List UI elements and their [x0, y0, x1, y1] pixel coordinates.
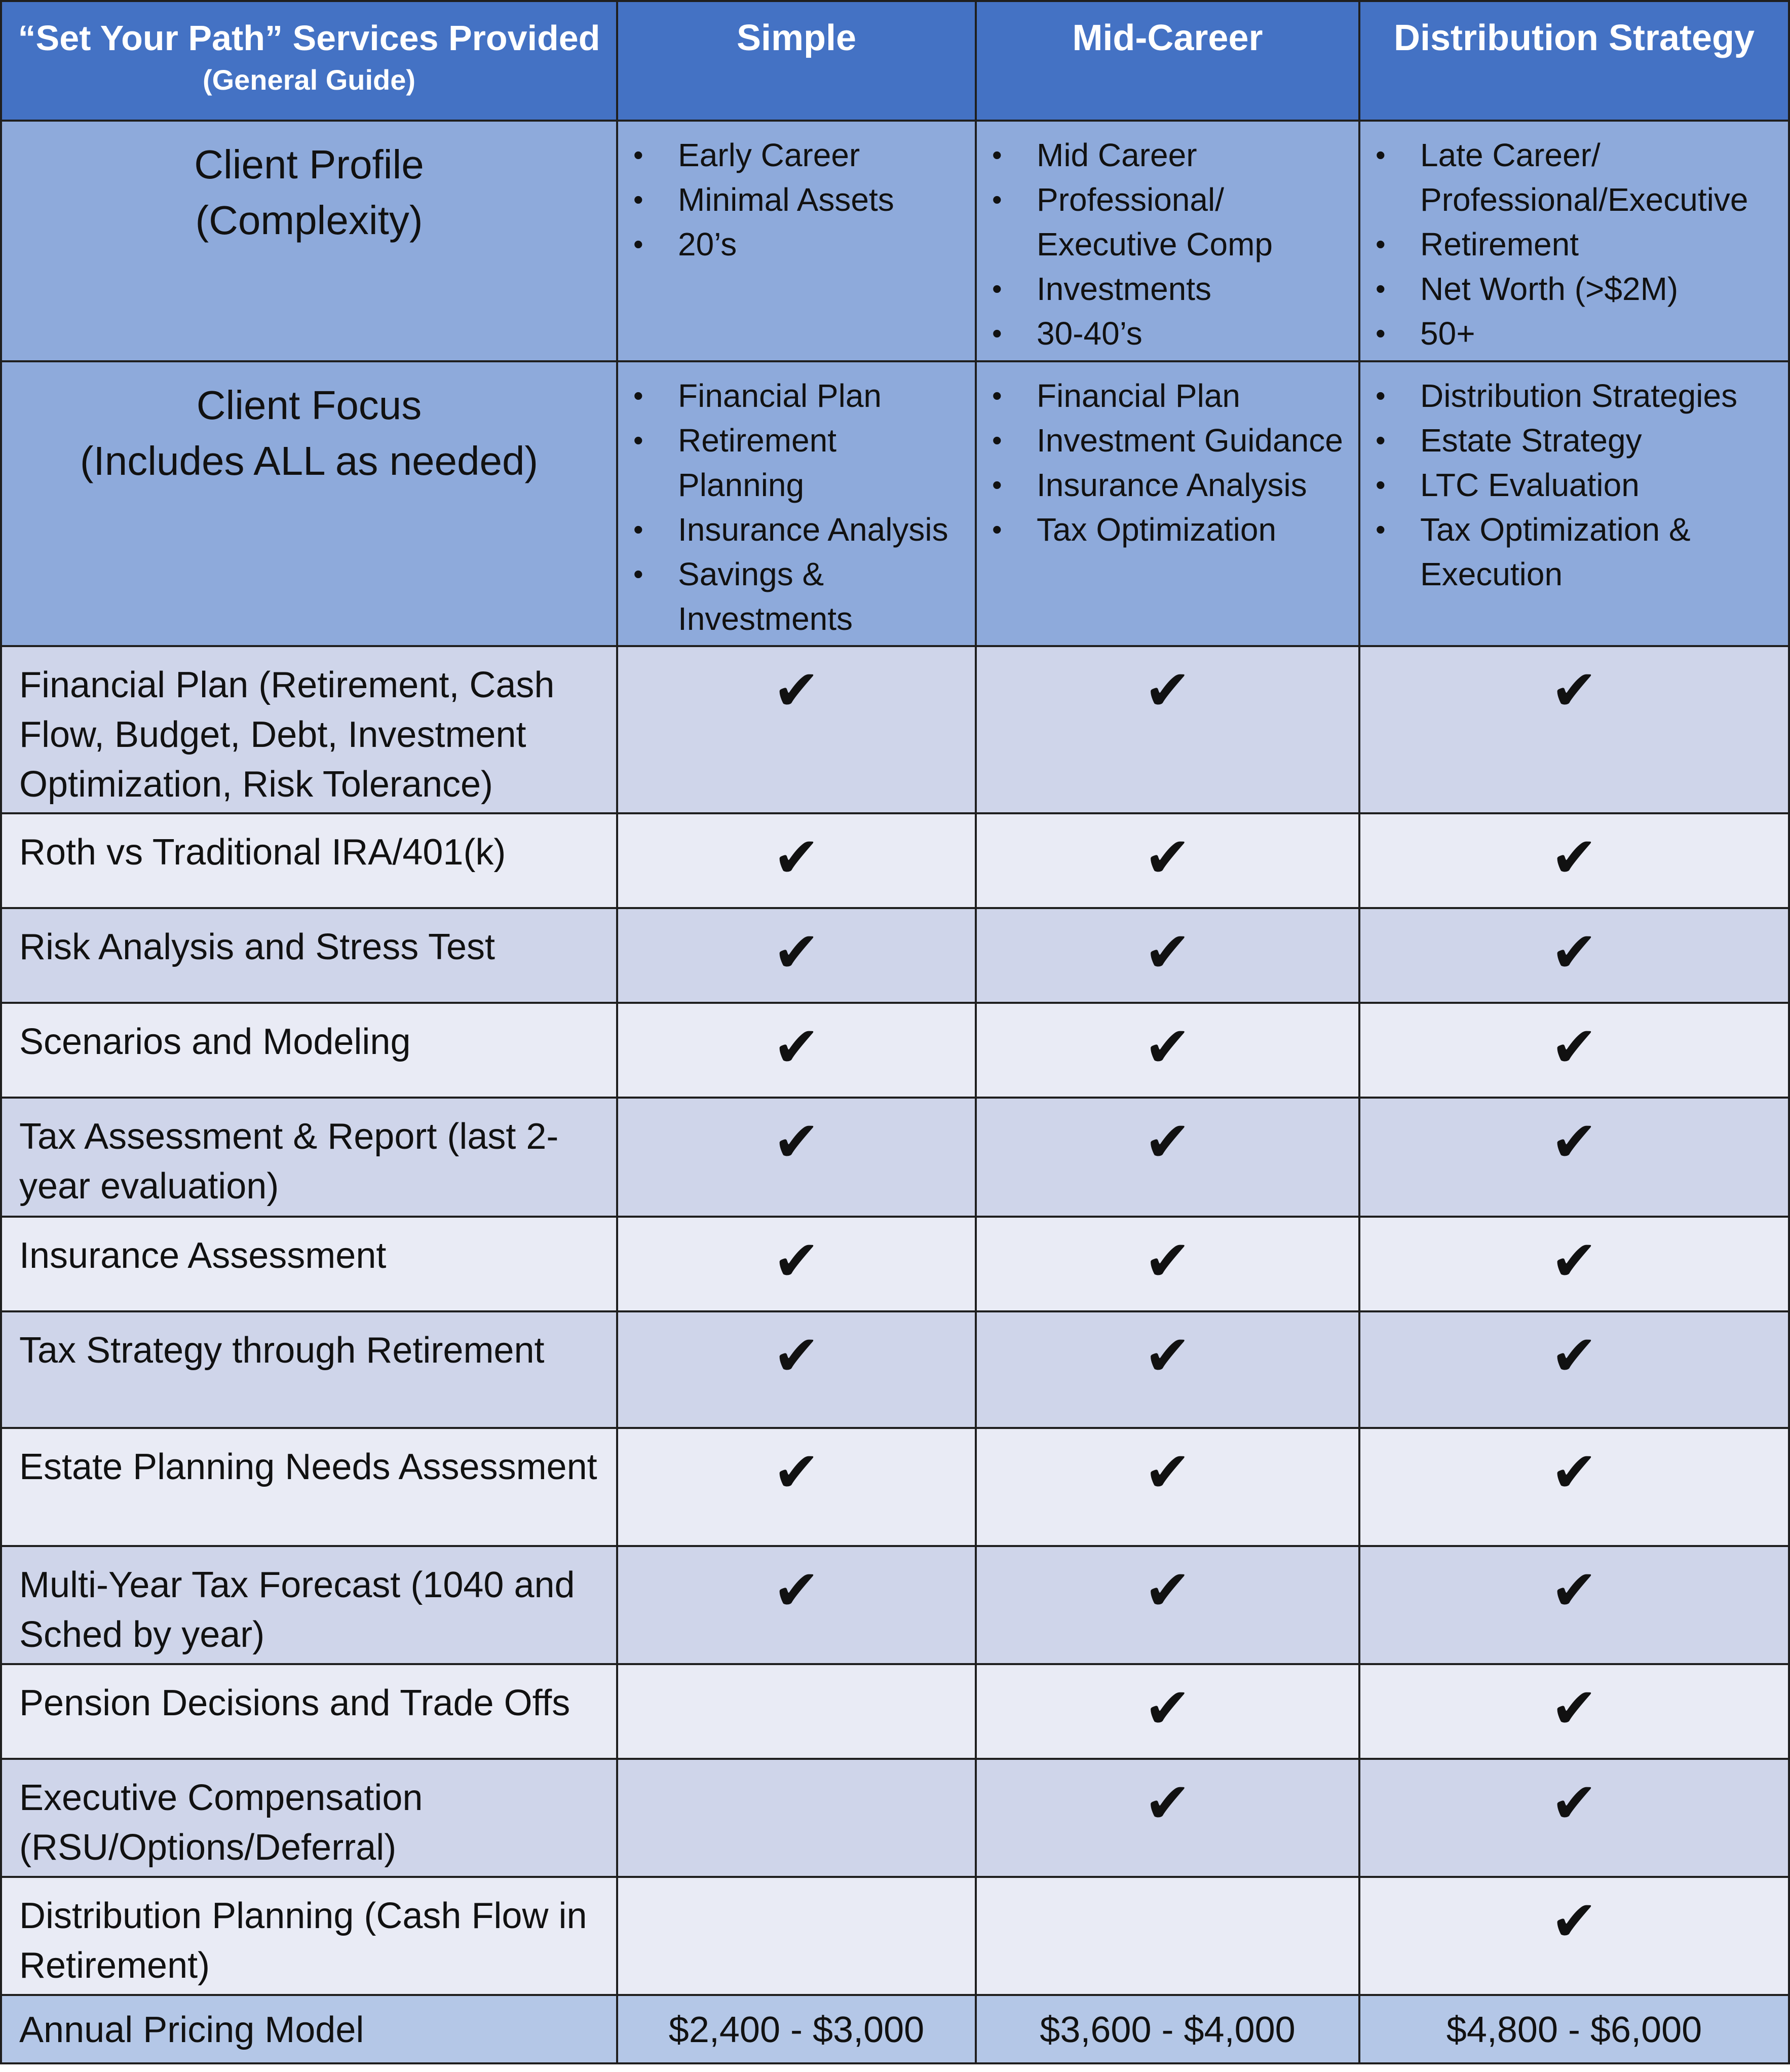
- client-focus-label-cell: [0, 362, 618, 647]
- pricing-label-cell: [0, 1996, 618, 2064]
- feature-check-cell: [977, 1312, 1360, 1429]
- bullet-item: • Early Career: [633, 133, 965, 177]
- checkmark-icon: ✔: [1144, 1440, 1191, 1504]
- feature-check-cell: [1360, 1429, 1790, 1547]
- feature-check-cell: [977, 1547, 1360, 1665]
- checkmark-icon: ✔: [773, 825, 820, 890]
- checkmark-icon: ✔: [1550, 658, 1598, 723]
- checkmark-icon: ✔: [1144, 920, 1191, 985]
- checkmark-icon: ✔: [1550, 1676, 1598, 1741]
- feature-row-label-cell: [0, 1099, 618, 1218]
- feature-row-label-cell: [0, 1312, 618, 1429]
- checkmark-icon: ✔: [1550, 1440, 1598, 1504]
- feature-check-cell: [1360, 814, 1790, 909]
- bullet-item: • Late Career/ Professional/Executive: [1376, 133, 1778, 222]
- column-header-simple: [618, 0, 977, 122]
- feature-row-label-cell: [0, 1429, 618, 1547]
- table-subtitle: (General Guide): [202, 64, 416, 96]
- feature-label: Financial Plan (Retirement, Cash Flow, Budget, Debt, Investment Optimization, Risk Tolerance): [19, 665, 555, 805]
- checkmark-icon: ✔: [1550, 1109, 1598, 1174]
- feature-check-cell: [977, 1218, 1360, 1312]
- feature-row-label-cell: [0, 1547, 618, 1665]
- feature-check-cell: [1360, 1218, 1790, 1312]
- client-profile-distribution: [1360, 122, 1790, 362]
- bullet-item: • Minimal Assets: [633, 177, 965, 222]
- feature-check-cell: [618, 1004, 977, 1099]
- checkmark-icon: ✔: [1144, 825, 1191, 890]
- column-header-simple-label: Simple: [736, 18, 857, 58]
- client-profile-mid-career-list: [977, 122, 1358, 356]
- feature-label: Scenarios and Modeling: [19, 1022, 411, 1062]
- checkmark-icon: ✔: [1550, 1558, 1598, 1623]
- feature-row-label-cell: [0, 814, 618, 909]
- checkmark-icon: ✔: [773, 1558, 820, 1623]
- client-focus-distribution-list: [1360, 362, 1788, 596]
- feature-check-cell: [1360, 1878, 1790, 1996]
- feature-row-label-cell: [0, 1760, 618, 1878]
- bullet-item: • Distribution Strategies: [1376, 373, 1778, 418]
- feature-check-cell: [1360, 1004, 1790, 1099]
- column-header-distribution-label: Distribution Strategy: [1393, 18, 1755, 58]
- bullet-item: • Retirement: [1376, 222, 1778, 267]
- checkmark-icon: ✔: [1144, 1770, 1191, 1835]
- feature-row-label-cell: [0, 1218, 618, 1312]
- column-header-mid-career: [977, 0, 1360, 122]
- feature-check-cell: [977, 647, 1360, 814]
- feature-check-cell: [1360, 1760, 1790, 1878]
- checkmark-icon: ✔: [1550, 825, 1598, 890]
- feature-check-cell: [977, 1004, 1360, 1099]
- feature-check-cell: [977, 909, 1360, 1004]
- feature-row-label-cell: [0, 1878, 618, 1996]
- client-profile-sublabel: (Complexity): [195, 198, 423, 243]
- checkmark-icon: ✔: [1550, 920, 1598, 985]
- feature-label: Roth vs Traditional IRA/401(k): [19, 832, 506, 873]
- feature-check-cell: [1360, 1099, 1790, 1218]
- feature-check-cell: [1360, 1665, 1790, 1760]
- column-header-mid-career-label: Mid-Career: [1072, 18, 1263, 58]
- client-profile-label: Client Profile: [194, 142, 424, 187]
- client-focus-distribution: [1360, 362, 1790, 647]
- header-title-cell: [0, 0, 618, 122]
- feature-check-cell: [1360, 1547, 1790, 1665]
- client-profile-distribution-list: [1360, 122, 1788, 356]
- feature-label: Tax Strategy through Retirement: [19, 1330, 545, 1371]
- checkmark-icon: ✔: [1550, 1014, 1598, 1079]
- checkmark-icon: ✔: [1144, 658, 1191, 723]
- client-focus-label: Client Focus: [196, 383, 422, 428]
- feature-check-cell: [618, 1760, 977, 1878]
- checkmark-icon: ✔: [1144, 1676, 1191, 1741]
- feature-label: Distribution Planning (Cash Flow in Retirement): [19, 1896, 587, 1986]
- feature-check-cell: [977, 1429, 1360, 1547]
- pricing-distribution: $4,800 - $6,000: [1446, 2010, 1702, 2050]
- client-focus-sublabel: (Includes ALL as needed): [80, 438, 539, 483]
- feature-check-cell: [618, 1099, 977, 1218]
- feature-check-cell: [977, 1760, 1360, 1878]
- bullet-item: • Financial Plan: [992, 373, 1348, 418]
- checkmark-icon: ✔: [773, 1323, 820, 1388]
- bullet-item: • 20’s: [633, 222, 965, 267]
- feature-check-cell: [1360, 1312, 1790, 1429]
- bullet-item: • Savings & Investments: [633, 552, 965, 641]
- pricing-simple: $2,400 - $3,000: [668, 2010, 925, 2050]
- feature-check-cell: [977, 1665, 1360, 1760]
- feature-check-cell: [618, 1547, 977, 1665]
- feature-check-cell: [977, 1099, 1360, 1218]
- feature-check-cell: [618, 1878, 977, 1996]
- client-profile-simple-list: [618, 122, 975, 267]
- table-title: “Set Your Path” Services Provided: [18, 18, 600, 58]
- client-focus-mid-career-list: [977, 362, 1358, 552]
- feature-check-cell: [977, 814, 1360, 909]
- checkmark-icon: ✔: [773, 1014, 820, 1079]
- feature-row-label-cell: [0, 1665, 618, 1760]
- feature-label: Estate Planning Needs Assessment: [19, 1447, 597, 1487]
- feature-check-cell: [618, 909, 977, 1004]
- checkmark-icon: ✔: [1144, 1323, 1191, 1388]
- client-focus-mid-career: [977, 362, 1360, 647]
- checkmark-icon: ✔: [773, 1440, 820, 1504]
- feature-check-cell: [618, 1665, 977, 1760]
- feature-label: Multi-Year Tax Forecast (1040 and Sched by year): [19, 1565, 575, 1655]
- client-profile-simple: [618, 122, 977, 362]
- feature-check-cell: [1360, 909, 1790, 1004]
- bullet-item: • 50+: [1376, 311, 1778, 356]
- feature-check-cell: [1360, 647, 1790, 814]
- bullet-item: • Mid Career: [992, 133, 1348, 177]
- pricing-label: Annual Pricing Model: [19, 2010, 364, 2050]
- checkmark-icon: ✔: [773, 658, 820, 723]
- bullet-item: • Tax Optimization & Execution: [1376, 507, 1778, 596]
- client-focus-simple-list: [618, 362, 975, 641]
- feature-label: Risk Analysis and Stress Test: [19, 927, 496, 967]
- checkmark-icon: ✔: [1550, 1228, 1598, 1293]
- feature-row-label-cell: [0, 647, 618, 814]
- bullet-item: • Investments: [992, 267, 1348, 311]
- checkmark-icon: ✔: [1144, 1558, 1191, 1623]
- feature-row-label-cell: [0, 1004, 618, 1099]
- feature-label: Pension Decisions and Trade Offs: [19, 1683, 570, 1723]
- checkmark-icon: ✔: [1144, 1014, 1191, 1079]
- bullet-item: • Net Worth (>$2M): [1376, 267, 1778, 311]
- checkmark-icon: ✔: [773, 920, 820, 985]
- checkmark-icon: ✔: [1550, 1889, 1598, 1953]
- feature-row-label-cell: [0, 909, 618, 1004]
- feature-check-cell: [977, 1878, 1360, 1996]
- pricing-distribution-cell: [1360, 1996, 1790, 2064]
- checkmark-icon: ✔: [1144, 1109, 1191, 1174]
- bullet-item: • Retirement Planning: [633, 418, 965, 507]
- feature-check-cell: [618, 814, 977, 909]
- column-header-distribution: [1360, 0, 1790, 122]
- feature-label: Tax Assessment & Report (last 2-year evaluation): [19, 1116, 559, 1207]
- pricing-mid-career-cell: [977, 1996, 1360, 2064]
- feature-check-cell: [618, 1312, 977, 1429]
- bullet-item: • Insurance Analysis: [633, 507, 965, 552]
- client-profile-mid-career: [977, 122, 1360, 362]
- feature-label: Insurance Assessment: [19, 1235, 387, 1276]
- checkmark-icon: ✔: [1550, 1770, 1598, 1835]
- bullet-item: • Professional/ Executive Comp: [992, 177, 1348, 267]
- feature-check-cell: [618, 1218, 977, 1312]
- feature-label: Executive Compensation (RSU/Options/Deferral): [19, 1778, 423, 1868]
- checkmark-icon: ✔: [773, 1228, 820, 1293]
- pricing-simple-cell: [618, 1996, 977, 2064]
- bullet-item: • LTC Evaluation: [1376, 463, 1778, 507]
- client-focus-simple: [618, 362, 977, 647]
- client-profile-label-cell: [0, 122, 618, 362]
- pricing-mid-career: $3,600 - $4,000: [1040, 2010, 1296, 2050]
- checkmark-icon: ✔: [1550, 1323, 1598, 1388]
- bullet-item: • Financial Plan: [633, 373, 965, 418]
- bullet-item: • 30-40’s: [992, 311, 1348, 356]
- feature-check-cell: [618, 1429, 977, 1547]
- checkmark-icon: ✔: [1144, 1228, 1191, 1293]
- bullet-item: • Tax Optimization: [992, 507, 1348, 552]
- checkmark-icon: ✔: [773, 1109, 820, 1174]
- bullet-item: • Estate Strategy: [1376, 418, 1778, 463]
- bullet-item: • Investment Guidance: [992, 418, 1348, 463]
- feature-check-cell: [618, 647, 977, 814]
- bullet-item: • Insurance Analysis: [992, 463, 1348, 507]
